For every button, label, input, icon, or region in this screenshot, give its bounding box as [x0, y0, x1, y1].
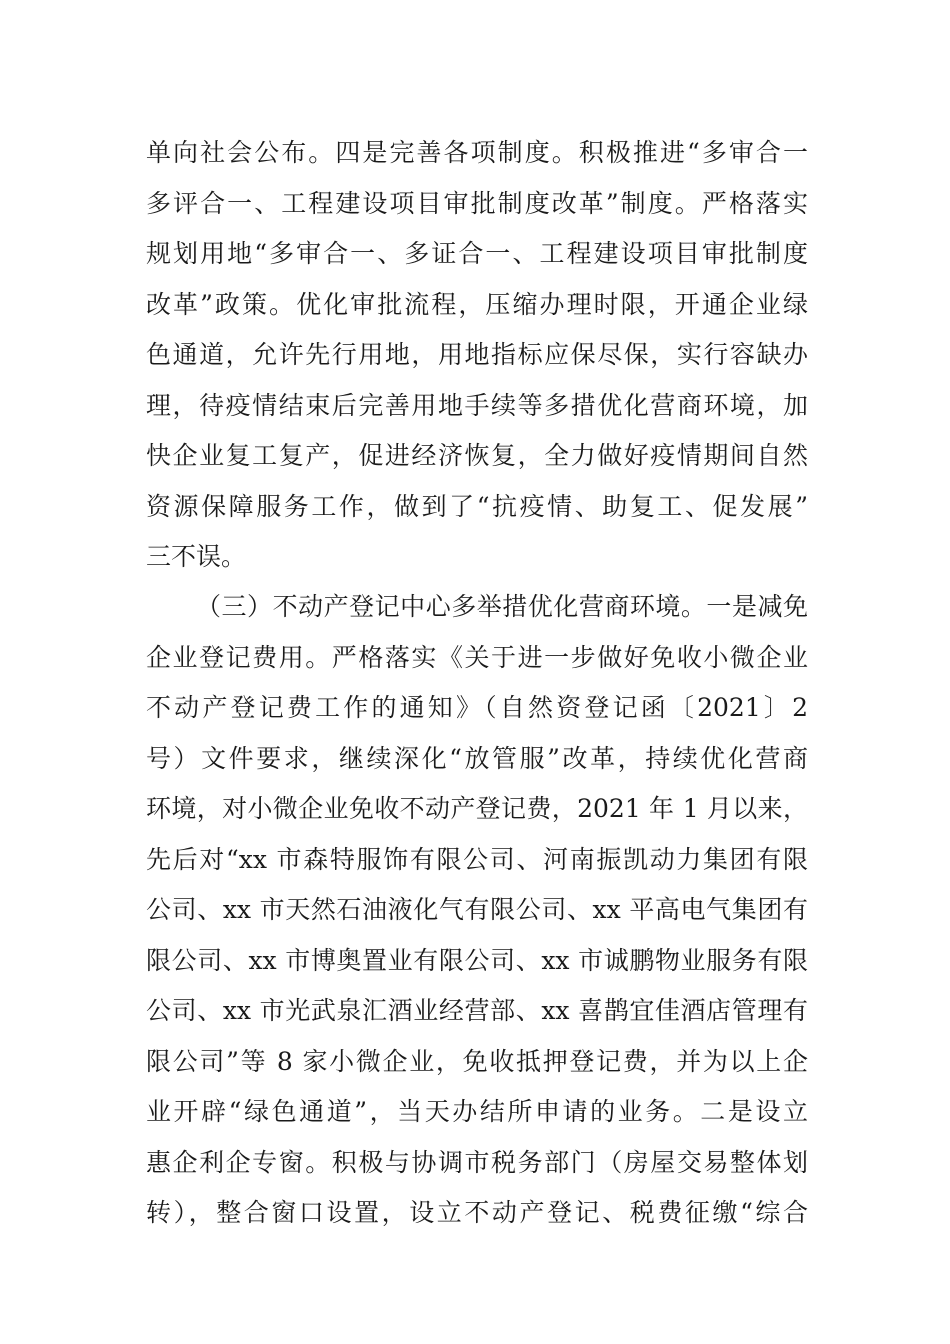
- text-line: 快企业复工复产，促进经济恢复，全力做好疫情期间自然: [146, 441, 808, 470]
- text-line: 色通道，允许先行用地，用地指标应保尽保，实行容缺办: [146, 340, 808, 369]
- section-heading-line: （三）不动产登记中心多举措优化营商环境。一是减免: [196, 592, 808, 621]
- text-line: 多评合一、工程建设项目审批制度改革”制度。严格落实: [146, 188, 808, 218]
- text-line: 理，待疫情结束后完善用地手续等多措优化营商环境，加: [146, 390, 808, 420]
- text-line: 资源保障服务工作，做到了“抗疫情、助复工、促发展”: [146, 491, 808, 521]
- text-line: 业开辟“绿色通道”，当天办结所申请的业务。二是设立: [146, 1097, 808, 1126]
- text-line: 限公司、xx 市博奥置业有限公司、xx 市诚鹏物业服务有限: [146, 945, 808, 975]
- text-line: 限公司”等 8 家小微企业，免收抵押登记费，并为以上企: [146, 1046, 808, 1076]
- text-line: 先后对“xx 市森特服饰有限公司、河南振凯动力集团有限: [146, 844, 808, 874]
- text-line: 公司、xx 市天然石油液化气有限公司、xx 平高电气集团有: [146, 895, 808, 924]
- text-line: 三不误。: [146, 542, 247, 571]
- text-line: 不动产登记费工作的通知》（自然资登记函〔2021〕2: [146, 693, 808, 722]
- paragraph-natural-resources-services: [146, 128, 808, 583]
- paragraph-real-estate-registration: [146, 582, 808, 1239]
- text-line: 单向社会公布。四是完善各项制度。积极推进“多审合一: [146, 138, 808, 167]
- text-line: 公司、xx 市光武泉汇酒业经营部、xx 喜鹊宜佳酒店管理有: [146, 996, 808, 1025]
- text-line: 号）文件要求，继续深化“放管服”改革，持续优化营商: [146, 743, 808, 773]
- text-line: 改革”政策。优化审批流程，压缩办理时限，开通企业绿: [146, 289, 808, 319]
- text-line: 惠企利企专窗。积极与协调市税务部门（房屋交易整体划: [146, 1147, 808, 1177]
- text-line: 环境，对小微企业免收不动产登记费，2021 年 1 月以来，: [146, 794, 808, 823]
- text-line: 规划用地“多审合一、多证合一、工程建设项目审批制度: [146, 239, 808, 268]
- text-line: 企业登记费用。严格落实《关于进一步做好免收小微企业: [146, 642, 808, 672]
- text-line: 转），整合窗口设置，设立不动产登记、税费征缴“综合: [146, 1198, 808, 1227]
